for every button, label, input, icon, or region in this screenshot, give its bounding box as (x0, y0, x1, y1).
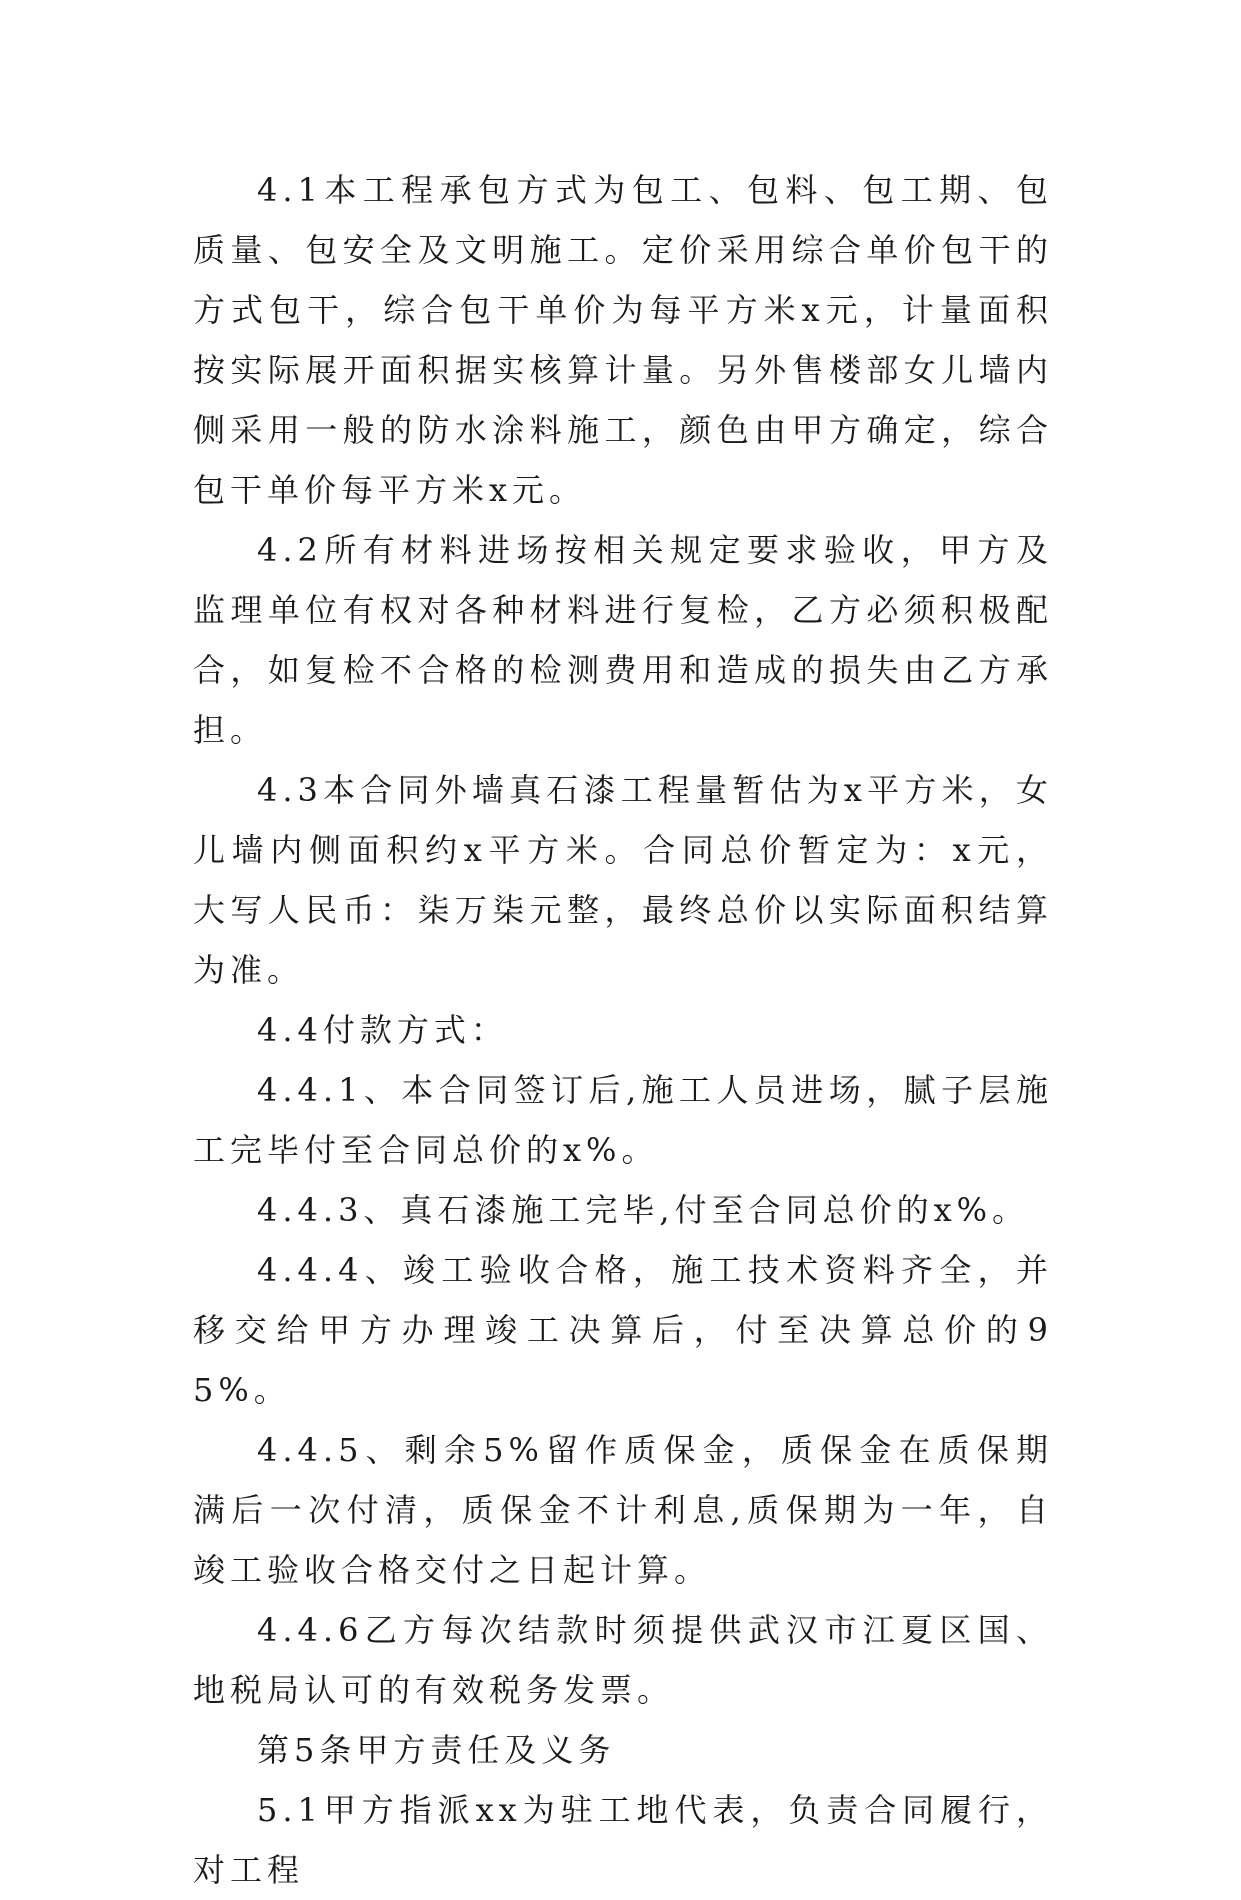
contract-body (193, 160, 1053, 1900)
clause-4-3: 4.3本合同外墙真石漆工程量暂估为x平方米，女儿墙内侧面积约x平方米。合同总价暂定为：x元，大写人民币：柒万柒元整，最终总价以实际面积结算为准。 (193, 771, 1053, 989)
clause-5-1: 5.1甲方指派xx为驻工地代表，负责合同履行，对工程 (193, 1791, 1053, 1889)
clause-4-1: 4.1本工程承包方式为包工、包料、包工期、包质量、包安全及文明施工。定价采用综合单价包干的方式包干，综合包干单价为每平方米x元，计量面积按实际展开面积据实核算计量。另外售楼部女儿墙内侧采用一般的防水涂料施工，颜色由甲方确定，综合包干单价每平方米x元。 (193, 171, 1053, 509)
clause-4-4-3: 4.4.3、真石漆施工完毕,付至合同总价的x%。 (257, 1191, 1030, 1229)
clause-4-4-4: 4.4.4、竣工验收合格，施工技术资料齐全，并移交给甲方办理竣工决算后，付至决算总价的95%。 (193, 1251, 1053, 1409)
article-5-heading: 第5条甲方责任及义务 (257, 1731, 616, 1769)
clause-4-4-1: 4.4.1、本合同签订后,施工人员进场，腻子层施工完毕付至合同总价的x%。 (193, 1071, 1053, 1169)
clause-4-4-6: 4.4.6乙方每次结款时须提供武汉市江夏区国、地税局认可的有效税务发票。 (193, 1611, 1053, 1709)
clause-4-4: 4.4付款方式： (257, 1011, 508, 1049)
clause-4-2: 4.2所有材料进场按相关规定要求验收，甲方及监理单位有权对各种材料进行复检，乙方必须积极配合，如复检不合格的检测费用和造成的损失由乙方承担。 (193, 531, 1053, 749)
clause-4-4-5: 4.4.5、剩余5%留作质保金，质保金在质保期满后一次付清，质保金不计利息,质保期为一年，自竣工验收合格交付之日起计算。 (193, 1431, 1053, 1589)
